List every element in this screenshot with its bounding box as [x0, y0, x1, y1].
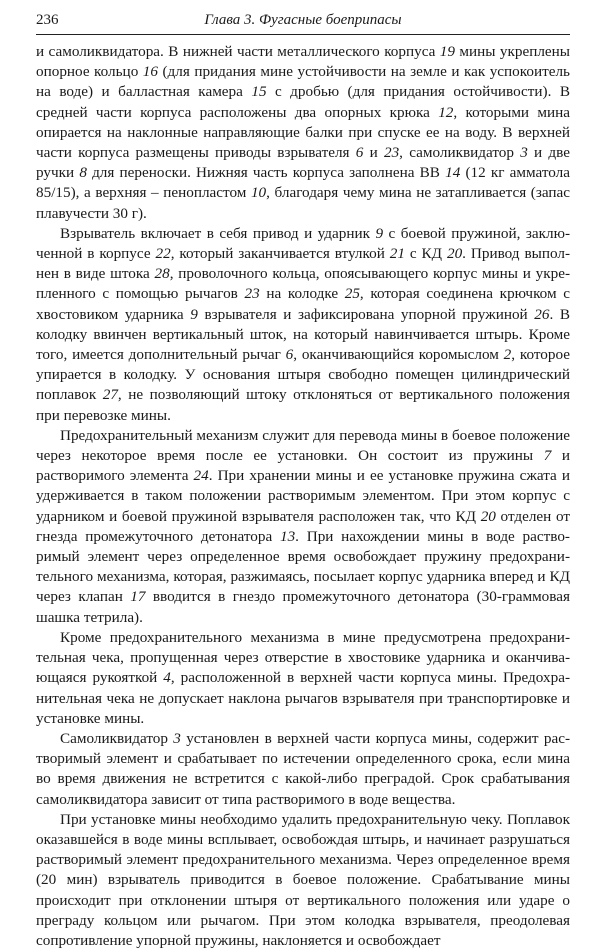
- part-number-ref: 19: [439, 43, 455, 60]
- paragraph: [36, 628, 570, 729]
- text-run: отделен от гнезда промежуточного детонатора: [36, 507, 570, 545]
- part-number-ref: 21: [389, 245, 405, 263]
- text-run: , не позволяющий штоку отклоняться от вертикального положения при перевозке мины.: [36, 386, 570, 424]
- text-run: . Привод выполнен в виде штока: [36, 245, 570, 283]
- part-number-ref: 8: [79, 164, 87, 182]
- text-run: с КД: [404, 245, 447, 263]
- text-run: мины укреплены опорное кольцо: [36, 43, 570, 81]
- text-run: , проволочного кольца, опоясывающего корпус мины и укрепленного с помощью рычагов: [36, 265, 571, 303]
- text-run: , самоликвидатор: [399, 144, 521, 162]
- page-number: 236: [36, 12, 59, 28]
- part-number-ref: 26: [534, 305, 550, 323]
- text-run: на колодке: [259, 285, 345, 303]
- text-run: взрывателя и зафиксирована упорной пружиной: [197, 305, 535, 323]
- running-title: Глава 3. Фугасные боеприпасы: [204, 12, 402, 28]
- part-number-ref: 28: [154, 265, 170, 283]
- text-run: для переноски. Нижняя часть корпуса заполнена ВВ: [86, 164, 446, 182]
- part-number-ref: 9: [190, 305, 198, 323]
- text-run: , оканчивающийся коромыслом: [293, 346, 504, 364]
- paragraph: [36, 810, 570, 951]
- part-number-ref: 10: [250, 184, 267, 202]
- text-run: и растворимого элемента: [36, 447, 570, 485]
- text-run: вводится в гнездо промежуточного детонатора (30-граммовая шашка тетрила).: [36, 588, 570, 626]
- part-number-ref: 6: [285, 346, 294, 364]
- part-number-ref: 7: [543, 447, 552, 465]
- paragraph: [36, 42, 570, 224]
- part-number-ref: 23: [244, 285, 260, 303]
- part-number-ref: 13: [279, 527, 296, 545]
- part-number-ref: 3: [173, 729, 181, 747]
- text-run: . При хранении мины и ее установке пружина сжата и удерживается в таком положении растворимым элементом. При этом корпус с ударником и боевой пружиной взрывателя расположен так, что КД: [36, 467, 570, 525]
- body-text: [36, 42, 570, 951]
- part-number-ref: 16: [142, 63, 158, 81]
- part-number-ref: 14: [445, 164, 461, 182]
- part-number-ref: 9: [375, 224, 384, 242]
- text-run: , который заканчивается втулкой: [170, 245, 390, 263]
- paragraph: [36, 426, 570, 628]
- text-run: Кроме предохранительного механизма в мине предусмотрена предохранительная чека, пропущенная через отверстие в хвостовике ударника и оканчивающаяся рукояткой: [36, 628, 570, 687]
- part-number-ref: 27: [102, 386, 118, 404]
- part-number-ref: 2: [503, 346, 512, 364]
- text-run: установлен в верхней части корпуса мины, содержит растворимый элемент и срабатывает по истечении определенного срока, если мина во время движения не встретится с какой-либо преградой. Срок срабатывания самоликвидатора зависит от типа растворимого в воде вещества.: [36, 729, 570, 808]
- part-number-ref: 20: [446, 245, 463, 263]
- text-run: Взрыватель включает в себя привод и ударник: [60, 224, 376, 242]
- text-run: с дробью (для придания остойчивости). В средней части корпуса расположены два опорных крюка: [36, 83, 570, 121]
- text-run: и: [363, 144, 384, 162]
- text-run: , которое упирается в колодку. У основания штыря свободно помещен цилиндрический поплавок: [36, 346, 570, 404]
- text-run: Самоликвидатор: [60, 729, 174, 747]
- text-run: При установке мины необходимо удалить предохранительную чеку. Поплавок оказавшейся в воде мины всплывает, освобождая штырь, и начинает разрушаться растворимый элемент предохранительного механизма. Через определенное время (20 мин) взрыватель приводится в боевое положение. Срабатывание мины происходит при отклонении штыря от вертикального положения или ударе о преграду кольцом или рычагом. При этом колодка взрывателя, преодолевая сопротивление упорной пружины, наклоняется и освобождает: [36, 810, 570, 949]
- part-number-ref: 6: [355, 144, 364, 162]
- part-number-ref: 17: [130, 588, 146, 606]
- text-run: и самоликвидатора. В нижней части металлического корпуса: [36, 43, 440, 60]
- text-run: , которыми мина опирается на наклонные направляющие балки при спуске ее на воду. В верхней части корпуса размещены приводы взрывателя: [36, 103, 570, 162]
- part-number-ref: 20: [480, 507, 496, 525]
- part-number-ref: 22: [155, 245, 171, 263]
- running-header: [36, 10, 570, 34]
- part-number-ref: 4: [163, 669, 171, 687]
- text-run: (12 кг амматола 85/15), а верхняя – пенопластом: [36, 164, 570, 202]
- part-number-ref: 12: [438, 103, 454, 121]
- part-number-ref: 3: [520, 144, 528, 162]
- text-run: . В колодку ввинчен вертикальный шток, на который навинчивается штырь. Кроме того, имеется дополнительный рычаг: [36, 305, 570, 364]
- part-number-ref: 23: [383, 144, 400, 162]
- part-number-ref: 25: [344, 285, 360, 303]
- text-run: , расположенной в верхней части корпуса мины. Предохранительная чека не допускает наклона рычагов взрывателя при транспортировке и установке мины.: [36, 669, 570, 727]
- text-run: , которая соединена крючком с хвостовиком ударника: [36, 285, 570, 323]
- text-run: и две ручки: [36, 144, 570, 182]
- header-divider: [36, 34, 570, 35]
- paragraph: [36, 729, 570, 810]
- text-run: с боевой пружиной, заключенной в корпусе: [36, 224, 570, 263]
- text-run: Предохранительный механизм служит для перевода мины в боевое положение через некоторое время после ее установки. Он состоит из пружины: [36, 426, 570, 465]
- paragraph: [36, 224, 570, 426]
- text-run: , благодаря чему мина не затапливается (запас плавучести 30 г).: [36, 184, 570, 222]
- part-number-ref: 24: [193, 467, 209, 485]
- part-number-ref: 15: [251, 83, 267, 101]
- text-run: . При нахождении мины в воде растворимый элемент через определенное время освобождает пружину предохранительного механизма, которая, разжимаясь, посылает корпус ударника вперед и КД через клапан: [36, 527, 570, 606]
- text-run: (для придания мине устойчивости на земле и как успокоитель на воде) и балластная камера: [36, 63, 570, 101]
